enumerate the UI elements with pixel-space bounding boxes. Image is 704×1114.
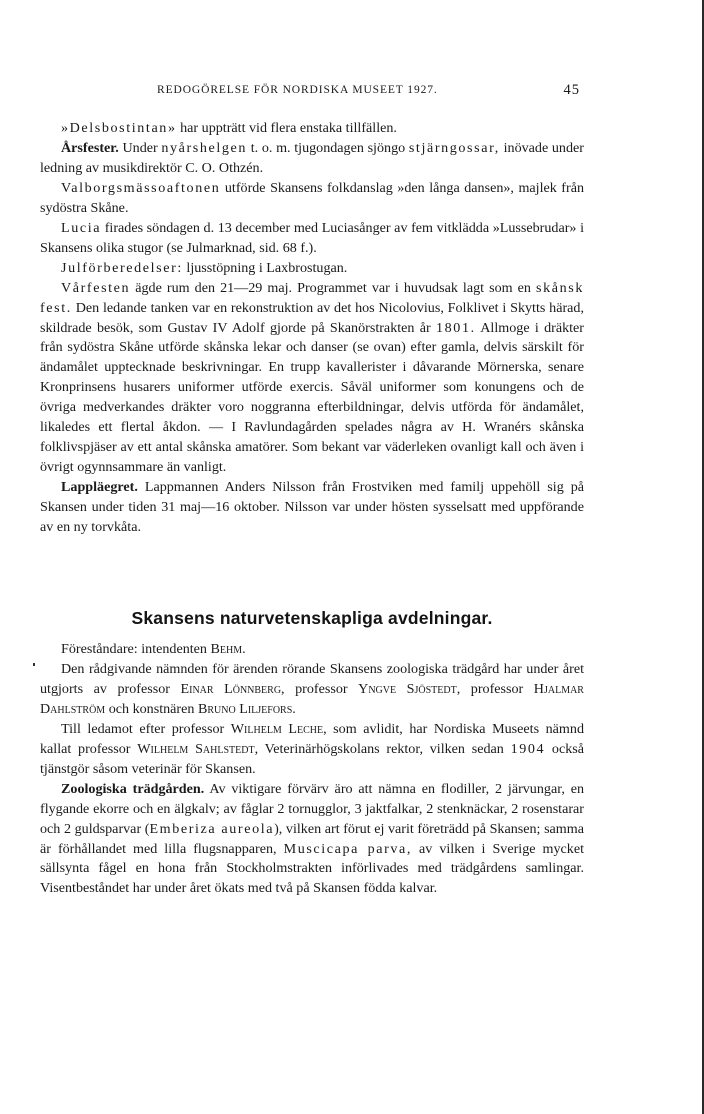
- term-varfesten: Vårfesten: [61, 279, 131, 296]
- section-heading: Skansens naturvetenskapliga avdelningar.: [131, 608, 493, 628]
- paragraph-zoologiska: Zoologiska trädgården. Av viktigare förvärv äro att nämna en flodiller, 2 järvungar, en flygande ekorre och en älgkalv; av fåglar 2 tornugglor, 3 jaktfalkar, 2 stenknäckar, 2 rosenstarar och 2 guldsparvar (Emberiza aureola), vilken art förut ej varit företrädd på Skansen; samma är förhållandet med lilla flugsnapparen, Muscicapa parva, av vilken i Sverige mycket sällsynta fågel en hona från Stockholmstrakten införlivades med trädgårdens samlingar. Visentbeståndet har under året ökats med två på Skansen födda kalvar.: [40, 780, 584, 897]
- page-number: 45: [563, 82, 580, 98]
- paragraph-lucia: Lucia firades söndagen d. 13 december med Luciasånger av fem vitklädda »Lussebrudar» i Skansens olika stugor (se Julmarknad, sid. 68 f.).: [40, 219, 584, 256]
- paragraph-valborg: Valborgsmässoaftonen utförde Skansens folkdanslag »den långa dansen», majlek från sydöstra Skåne.: [40, 179, 584, 216]
- term-delsbostintan: »Delsbostintan»: [61, 120, 177, 136]
- term-arsfester: Årsfester.: [61, 139, 119, 156]
- term-julforberedelser: Julförberedelser:: [61, 259, 183, 276]
- species-name: Emberiza aureola: [149, 820, 275, 837]
- person-name: Wilhelm Leche,: [230, 720, 327, 737]
- stray-print-mark: [33, 663, 35, 666]
- species-name: Muscicapa parva,: [283, 840, 413, 857]
- person-name: Wilhelm Sahlstedt,: [137, 740, 259, 757]
- paragraph-ledamot: Till ledamot efter professor Wilhelm Leche, som avlidit, har Nordiska Museets nämnd kallat professor Wilhelm Sahlstedt, Veterinärhögskolans rektor, vilken sedan 1904 också tjänstgör såsom veterinär för Skansen.: [40, 720, 584, 777]
- paragraph-arsfester: Årsfester. Under nyårshelgen t. o. m. tjugondagen sjöngo stjärngossar, inövade under ledning av musikdirektör C. O. Othzén.: [40, 139, 584, 176]
- person-name: Behm.: [210, 641, 246, 657]
- paragraph-varfesten: Vårfesten ägde rum den 21—29 maj. Programmet var i huvudsak lagt som en skånsk fest. Den ledande tanken var en rekonstruktion av det hos Nicolovius, Folklivet i Skytts härad, skildrade besök, som Gustav IV Adolf gjorde på Skanörstrakten år 1801. Allmoge i dräkter från sydöstra Skåne utförde skånska lekar och danser (se ovan) efter gamla, delvis särskilt för ändamålet upptecknade beskrivningar. En trupp kavallerister i dåvarande Mörnerska, senare Kronprinsens husarers uniformer utförde exercis. Såväl uniformer som konungens och de övriga medverkandes dräkter voro noggranna efterbildningar, delvis utförda för ändamålet, likaledes ett flertal åkdon. — I Ravlundagården spelades några av H. Wranérs skånska folklivspjäser av ett antal skånska amatörer. Som bekant var väderleken ovanligt kall och även i övrigt ogynnsammare än vanligt.: [40, 279, 585, 476]
- person-name: Bruno Liljefors.: [197, 700, 296, 717]
- term-lapplagret: Lappläegret.: [61, 479, 138, 496]
- running-header: [40, 84, 580, 104]
- person-name: Yngve Sjöstedt,: [358, 680, 461, 697]
- section-skansen-events: [40, 119, 584, 538]
- paragraph-lapplagret: Lappläegret. Lappmannen Anders Nilsson från Frostviken med familj uppehöll sig på Skansen under tiden 31 maj—16 oktober. Nilsson var under hösten sysselsatt med uppförande av en ny torvkåta.: [40, 479, 584, 536]
- term-zoologiska: Zoologiska trädgården.: [61, 780, 205, 797]
- term-valborg: Valborgsmässoaftonen: [61, 179, 221, 196]
- paragraph-julforberedelser: Julförberedelser: ljusstöpning i Laxbrostugan.: [61, 259, 348, 276]
- person-name: Hjalmar Dahlström: [40, 680, 584, 717]
- paragraph-namnden: Den rådgivande nämnden för ärenden rörande Skansens zoologiska trädgård har under året utgjorts av professor Einar Lönnberg, professor Yngve Sjöstedt, professor Hjalmar Dahlström och konstnären Bruno Liljefors.: [40, 660, 584, 717]
- term-lucia: Lucia: [61, 219, 102, 236]
- paragraph-delsbostintan: »Delsbostintan» har uppträtt vid flera enstaka tillfällen.: [61, 120, 397, 136]
- person-name: Einar Lönnberg,: [180, 680, 285, 697]
- running-title: REDOGÖRELSE FÖR NORDISKA MUSEET 1927.: [157, 84, 438, 96]
- section-natural-science: [40, 640, 584, 899]
- paragraph-forestandare: Föreståndare: intendenten Behm.: [61, 641, 246, 657]
